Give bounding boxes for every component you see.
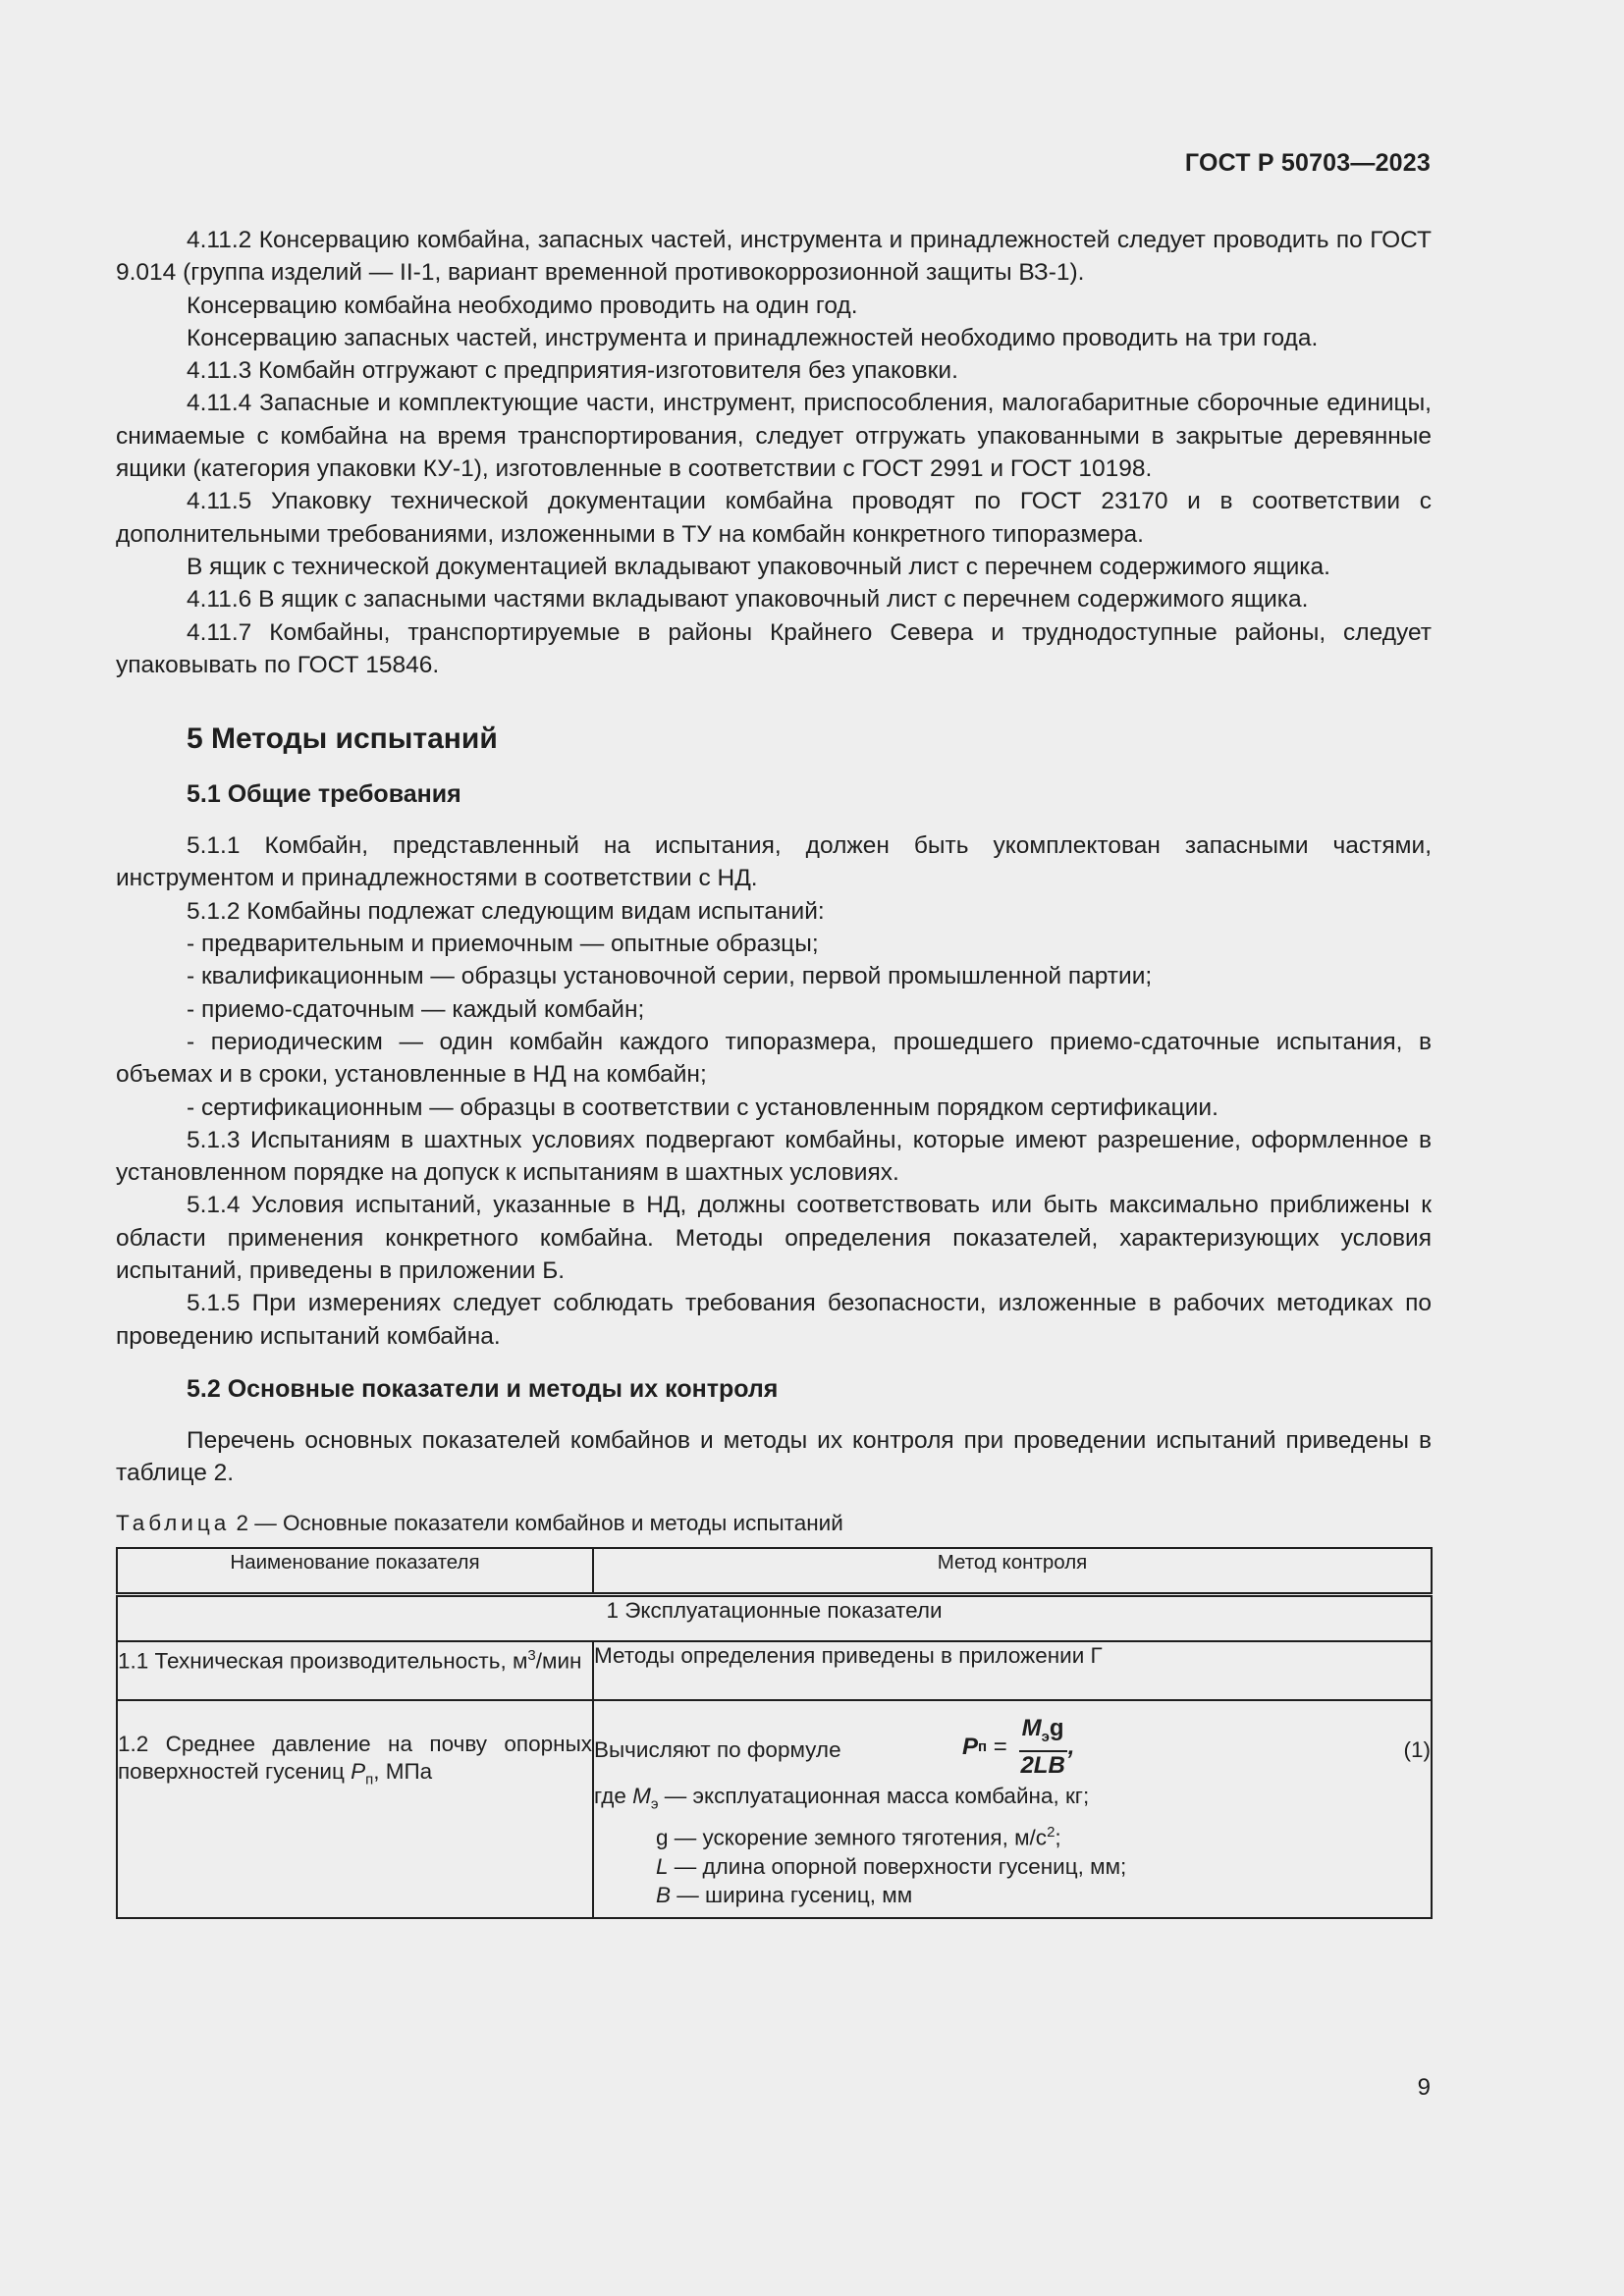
formula-line — [594, 1707, 1431, 1780]
table-caption — [116, 1508, 1432, 1539]
subscript: п — [978, 1737, 988, 1755]
table-row — [117, 1641, 1432, 1700]
paragraph-5-1-4: 5.1.4 Условия испытаний, указанные в НД, должны соответствовать или быть максимально приближены к области применения конкретного комбайна. Методы определения показателей, характеризующих условия испытаний, приведены в приложении Б. — [116, 1192, 1432, 1285]
paragraph-4-11-6: 4.11.6 В ящик с запасными частями вкладывают упаковочный лист с перечнем содержимого ящика. — [187, 586, 1309, 614]
group-label: 1 Эксплуатационные показатели — [117, 1594, 1432, 1641]
paragraph: Консервацию комбайна необходимо проводить на один год. — [187, 292, 858, 319]
indicator-unit-text: /мин — [535, 1648, 582, 1673]
denominator: 2LB — [1020, 1752, 1065, 1780]
subsection-5-2-heading: 5.2 Основные показатели и методы их контроля — [187, 1374, 779, 1403]
fraction — [1017, 1715, 1067, 1781]
paragraph-4-11-2: 4.11.2 Консервацию комбайна, запасных частей, инструмента и принадлежностей следует проводить по ГОСТ 9.014 (группа изделий — II-1, вариант временной противокоррозионной защиты ВЗ-1). — [116, 227, 1432, 287]
paragraph-5-1-3: 5.1.3 Испытаниям в шахтных условиях подвергают комбайны, которые имеют разрешение, оформленное в установленном порядке на допуск к испытаниям в шахтных условиях. — [116, 1126, 1432, 1187]
equals-sign: = — [987, 1733, 1014, 1760]
legend-text: ; — [1055, 1825, 1061, 1850]
equation-number: (1) — [1403, 1736, 1431, 1762]
paragraph-5-1-5: 5.1.5 При измерениях следует соблюдать требования безопасности, изложенные в рабочих методиках по проведению испытаний комбайна. — [116, 1290, 1432, 1350]
paragraph: Консервацию запасных частей, инструмента и принадлежностей необходимо проводить на три года. — [187, 324, 1319, 351]
list-item: - приемо-сдаточным — каждый комбайн; — [187, 995, 645, 1023]
indicator-unit-text: , МПа — [373, 1758, 433, 1784]
method-cell: Методы определения приведены в приложении Г — [593, 1641, 1432, 1700]
formula-lhs: P — [962, 1733, 979, 1760]
paragraph-4-11-5: 4.11.5 Упаковку технической документации комбайна проводят по ГОСТ 23170 и в соответствии с дополнительными требованиями, изложенными в ТУ на комбайн конкретного типоразмера. — [116, 488, 1432, 548]
superscript: 3 — [527, 1646, 536, 1664]
paragraph-5-2: Перечень основных показателей комбайнов и методы их контроля при проведении испытаний приведены в таблице 2. — [116, 1426, 1432, 1487]
subscript: э — [650, 1795, 659, 1812]
list-item: - квалификационным — образцы установочной серии, первой промышленной партии; — [187, 963, 1153, 990]
subsection-5-1-heading: 5.1 Общие требования — [187, 780, 461, 809]
table-header-row — [117, 1548, 1432, 1595]
legend-text: — эксплуатационная масса комбайна, кг; — [658, 1783, 1090, 1808]
legend-line — [594, 1782, 1431, 1819]
paragraph-5-1-1: 5.1.1 Комбайн, представленный на испытания, должен быть укомплектован запасными частями, инструментом и принадлежностями в соответствии с НД. — [116, 832, 1432, 892]
method-cell — [593, 1700, 1432, 1918]
list-item: - периодическим — один комбайн каждого типоразмера, прошедшего приемо-сдаточные испытания, в объемах и в сроки, установленные в НД на комбайн; — [116, 1028, 1432, 1089]
numerator-var: M — [1021, 1714, 1042, 1741]
variable: P — [351, 1758, 366, 1784]
formula-label: Вычисляют по формуле — [594, 1736, 841, 1762]
indicator-name-text: 1.2 Среднее давление на почву опорных поверхностей гусениц — [118, 1731, 592, 1784]
paragraph-4-11-4: 4.11.4 Запасные и комплектующие части, инструмент, приспособления, малогабаритные сборочные единицы, снимаемые с комбайна на время транспортирования, следует отгружать упакованными в закрытые деревянные ящики (категория упаковки КУ-1), изготовленные в соответствии с ГОСТ 2991 и ГОСТ 10198. — [116, 390, 1432, 483]
formula-legend — [594, 1782, 1431, 1909]
document-header: ГОСТ Р 50703—2023 — [1184, 149, 1431, 177]
numerator-g: g — [1049, 1714, 1064, 1741]
formula-comma: , — [1067, 1733, 1075, 1760]
indicator-name-cell — [117, 1641, 593, 1700]
list-item: - предварительным и приемочным — опытные образцы; — [187, 931, 819, 958]
section-5-heading: 5 Методы испытаний — [187, 722, 498, 756]
page-number: 9 — [1417, 2074, 1431, 2101]
list-item: - сертификационным — образцы в соответствии с установленным порядком сертификации. — [187, 1094, 1218, 1121]
paragraph-4-11-3: 4.11.3 Комбайн отгружают с предприятия-изготовителя без упаковки. — [187, 357, 958, 385]
legend-line — [594, 1818, 1431, 1852]
subscript: п — [365, 1771, 374, 1788]
numerator — [1019, 1715, 1067, 1753]
legend-text: g — ускорение земного тяготения, м/с — [656, 1825, 1048, 1850]
legend-text: — длина опорной поверхности гусениц, мм; — [668, 1853, 1127, 1879]
legend-line — [594, 1852, 1431, 1881]
paragraph-5-1-2: 5.1.2 Комбайны подлежат следующим видам испытаний: — [187, 897, 825, 925]
table-2 — [116, 1547, 1433, 1919]
table-row — [117, 1700, 1432, 1918]
column-header-method: Метод контроля — [593, 1548, 1432, 1595]
formula — [962, 1715, 1074, 1781]
where-prefix: где — [594, 1783, 633, 1808]
column-header-name: Наименование показателя — [117, 1548, 593, 1595]
subscript: э — [1041, 1728, 1050, 1745]
paragraph-4-11-7: 4.11.7 Комбайны, транспортируемые в районы Крайнего Севера и труднодоступные районы, следует упаковывать по ГОСТ 15846. — [116, 618, 1432, 678]
superscript: 2 — [1047, 1824, 1056, 1841]
table-caption-text: 2 — Основные показатели комбайнов и методы испытаний — [230, 1510, 843, 1535]
table-caption-word: Таблица — [116, 1510, 231, 1535]
variable: M — [632, 1783, 651, 1808]
page-content — [116, 224, 1432, 1919]
legend-text: — ширина гусениц, мм — [671, 1882, 913, 1907]
indicator-name-cell — [117, 1700, 593, 1918]
variable: B — [656, 1882, 672, 1907]
variable: L — [656, 1853, 669, 1879]
table-group-row — [117, 1594, 1432, 1641]
indicator-name-text: 1.1 Техническая производительность, м — [118, 1648, 528, 1673]
legend-line — [594, 1881, 1431, 1909]
paragraph: В ящик с технической документацией вкладывают упаковочный лист с перечнем содержимого ящика. — [187, 553, 1330, 580]
